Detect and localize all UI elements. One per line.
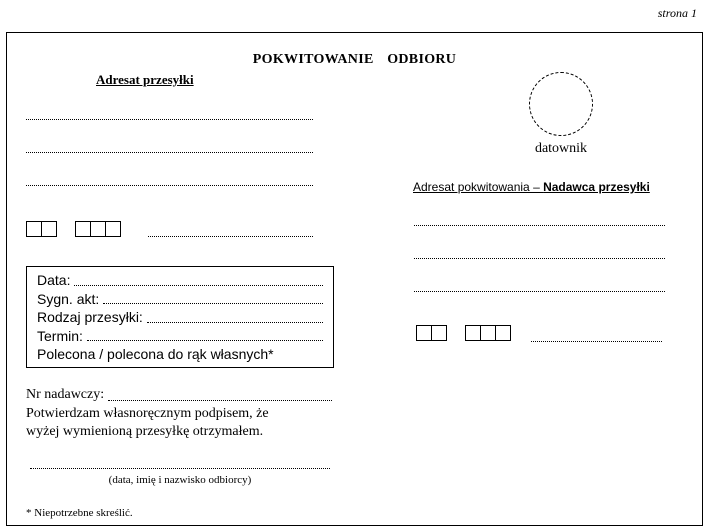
date-row[interactable] [37,271,323,290]
signature-caption: (data, imię i nazwisko odbiorcy) [108,474,252,486]
case-number-label: Sygn. akt: [37,290,100,307]
shipment-type-label: Rodzaj przesyłki: [37,309,143,325]
return-heading-part2: Nadawca przesyłki [543,180,650,194]
case-number-row[interactable] [37,290,323,309]
page-number: strona 1 [657,6,697,20]
confirmation-text-line-1: Potwierdzam własnoręcznym podpisem, że [26,405,269,421]
sender-number-label: Nr nadawczy: [26,387,105,402]
recipient-postcode-part2[interactable] [75,221,121,237]
registered-label: Polecona / polecona do rąk własnych* [37,346,274,362]
date-label: Data: [37,272,71,288]
recipient-heading: Adresat przesyłki [96,72,194,87]
return-postcode-part2[interactable] [465,325,511,341]
footnote: * Niepotrzebne skreślić. [26,507,133,519]
shipment-details-box [26,266,334,368]
deadline-row[interactable] [37,327,323,346]
return-addressee-heading [413,180,650,194]
return-address-line-2[interactable] [414,258,665,259]
form-title: POKWITOWANIE ODBIORU [252,52,457,67]
deadline-label: Termin: [37,327,83,344]
return-postcode-part1[interactable] [416,325,447,341]
shipment-type-row[interactable] [37,308,323,327]
recipient-address-line-3[interactable] [26,185,313,186]
recipient-address-line-1[interactable] [26,119,313,120]
sender-confirmation [26,386,346,442]
return-address-line-1[interactable] [414,225,665,226]
confirmation-text-line-2: wyżej wymienioną przesyłkę otrzymałem. [26,424,264,439]
postmark-stamp-circle [529,72,593,136]
signature-line[interactable] [30,468,330,469]
postmark-label: datownik [534,141,588,156]
return-address-line-3[interactable] [414,291,665,292]
return-city-line[interactable] [531,341,662,342]
recipient-city-line[interactable] [148,236,313,237]
sender-number-row[interactable] [26,386,346,405]
recipient-address-line-2[interactable] [26,152,313,153]
registered-row [37,345,323,364]
return-heading-part1: Adresat pokwitowania – [413,180,544,194]
recipient-postcode-part1[interactable] [26,221,57,237]
